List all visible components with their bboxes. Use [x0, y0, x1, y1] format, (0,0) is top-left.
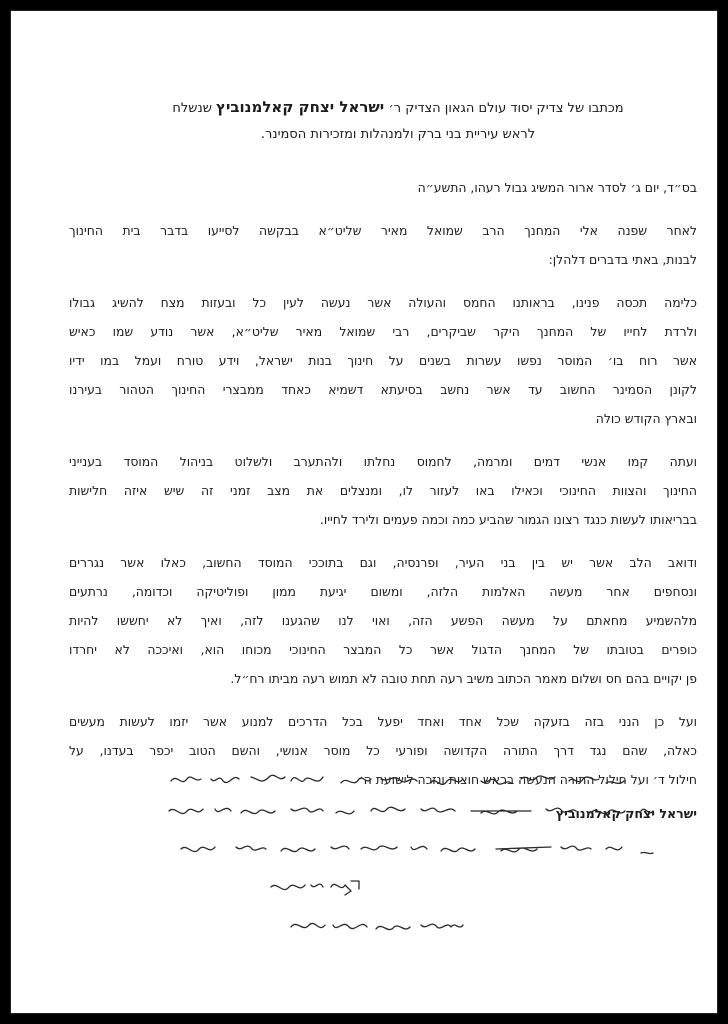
paragraph-4 [69, 548, 697, 693]
letter-heading [69, 93, 718, 147]
paragraph-line: בבריאותו לעשות כנגד רצונו הגמור שהביע כמה וכמה פעמים ולירד לחייו. [319, 512, 697, 527]
paragraph-line: ובארץ הקודש כולה [595, 411, 697, 426]
paragraph-line: ועל כן הנני בזה בזעקה שכל אחד ואחד יפעל בכל הדרכים למנוע אשר יזמו לעשות מעשים [69, 714, 697, 729]
paragraph-line: חילול ד׳ ועל חילול התורה הנעשה בראש חוצות ונזכה לישועת ה׳ [358, 772, 697, 787]
handwriting-stroke [181, 846, 653, 854]
paragraph-line: לבנות, באתי בדברים דלהלן: [548, 252, 697, 267]
paragraph-1 [69, 216, 697, 274]
handwriting-stroke [291, 923, 463, 929]
heading-rabbi-name: ישראל יצחק קאלמנוביץ [216, 98, 385, 116]
paragraph-3 [69, 447, 697, 534]
handwriting-stroke [169, 807, 653, 814]
paragraph-line: אשר רוח בו׳ המוסר נפשו עשרות בשנים על חינוך בנות ישראל, וידע טורח ועמל במו ידיו [69, 353, 697, 368]
paragraph-line: לאחר שפנה אלי המחנך הרב שמואל מאיר שליט״א בבקשה לסייעו בדבר בית החינוך [69, 223, 697, 238]
paragraph-line: פן יקויים בהם חס ושלום מאמר הכתוב משיב רעה תחת טובה לא תמוש רעה מביתו רח״ל. [230, 671, 697, 686]
handwritten-note [151, 769, 711, 989]
heading-suffix: שנשלח [172, 101, 212, 116]
paragraph-line: ונסחפים אחר מעשה האלמות הלזה, ומשום יגיעת ממון ופוליטיקה וכדומה, נרתעים [69, 584, 697, 599]
paragraph-line: כופרים בטובתו של המחנך הדגול אשר כל המבצר החינוכי מכוחו הוא, ואיככה לא יחרדו [69, 642, 697, 657]
paragraph-line: מלהשמיע מחאתם על מעשה הפשע הזה, ואוי לנו שהגענו לזה, ואיך לא יחששו להיות [69, 613, 697, 628]
heading-line-2: לראש עיריית בני ברק ולמנהלות ומזכירות הסמינר. [260, 127, 536, 142]
paragraph-line: לקונן הסמינר החשוב עד אשר נחשב בסיעתא דשמיא כאחד ממבצרי החינוך הטהור בעירנו [69, 382, 697, 397]
paragraph-line: ועתה קמו אנשי דמים ומרמה, לחמוס נחלתו ולהתערב ולשלוט בניהול המוסד בענייני [69, 454, 697, 469]
paragraph-line: ולרדת לחייו של המחנך היקר שביקרים, רבי שמואל מאיר שליט״א, אשר נודע שמו כאיש [69, 324, 697, 339]
paragraph-line: כלימה תכסה פנינו, בראותנו החמס והעולה אשר נעשה לעין כל ובעזות מצח להשיג גבולו [69, 295, 697, 310]
paragraph-line: ודואב הלב אשר יש בין בני העיר, ופרנסיה, וגם בתוככי המוסד החשוב, כאלו אשר נגררים [69, 555, 697, 570]
letter-page [10, 10, 718, 1014]
heading-line-1 [69, 93, 718, 123]
dateline: בס״ד, יום ג׳ לסדר ארור המשיג גבול רעהו, התשע״ה [417, 180, 697, 195]
paragraph-2 [69, 288, 697, 433]
printed-signature: ישראל יצחק קאלמנוביץ [555, 806, 697, 821]
paragraph-line: החינוך והצוות החינוכי וכאילו באו לעזור לו, ומנצלים את מצב זמני זה שיש איזה חלישות [69, 483, 697, 498]
paragraph-line: כאלה, שהם נגד דרך התורה הקדושה ופורעי כל מוסר אנושי, והשם הטוב יכפר בעדנו, על [69, 743, 697, 758]
handwriting-stroke [171, 775, 624, 784]
handwriting-stroke [271, 881, 359, 895]
heading-prefix: מכתבו של צדיק יסוד עולם הגאון הצדיק ר׳ [388, 101, 624, 116]
letter-body [69, 93, 697, 826]
